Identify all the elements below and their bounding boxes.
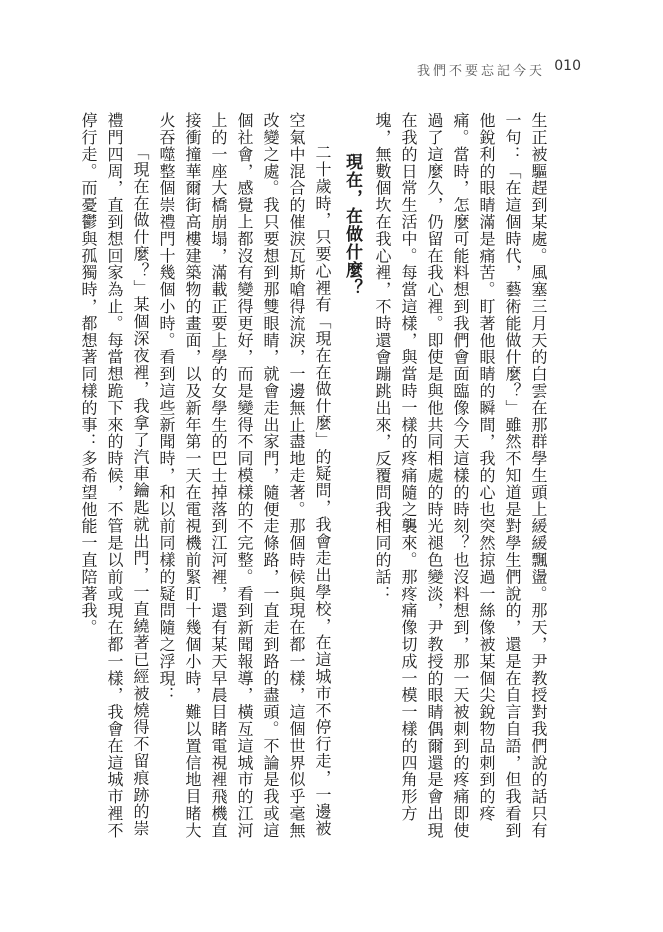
page-number: 010 (554, 58, 581, 74)
running-head-title: 我們不要忘記今天 (416, 64, 545, 79)
section-heading: 現在，在做什麼？ (342, 152, 362, 297)
paragraph: 「現在在做什麼？」某個深夜裡，我拿了汽車鑰匙就出門，一直繞著已經被燒得不留痕跡的崇禮門四周，直到想回家為止。每當想跪下來的時候，不管是以前或現在都一樣，我會在這城市裡不停行走。而憂鬱與孤獨時，都想著同樣的事：多希望他能一直陪著我。 (79, 112, 150, 839)
paragraph-continued: 生正被驅趕到某處。風塞三月天的白雲在那群學生頭上緩緩飄盪。那天，尹教授對我們說的話只有一句：「在這個時代，藝術能做什麼？」雖然不知道是對學生們說的，還是在自言自語，但我看到他銳利的眼睛滿是痛苦。盯著他眼睛的瞬間，我的心也突然掠過一絲像被某個尖銳物品刺到的疼痛。當時，怎麼可能料想到我們會面臨像今天這樣的時刻？也沒料想到，那一天被刺到的疼痛即使過了這麼久，仍留在我心裡。即使是與他共同相處的時光褪色變淡，尹教授的眼睛偶爾還是會出現在我的日常生活中。每當這樣，與當時一樣的疼痛隨之襲來。那疼痛像切成一模一樣的四角形方塊，無數個坎在我心裡，不時還會蹦跳出來，反覆問我相同的話： (373, 112, 548, 839)
body-text (75, 112, 551, 852)
paragraph: 二十歲時，只要心裡有「現在在做什麼」的疑問，我會走出學校，在這城市不停行走，一邊被空氣中混合的催淚瓦斯嗆得流淚，一邊無止盡地走著。那個時候與現在都一樣，這個世界似乎毫無改變之處。我只要想到那雙眼睛，就會走出家門，隨便走條路，一直走到路的盡頭。不論是我或這個社會，感覺上都沒有變得更好，而是變得不同模樣的不完整。看到新聞報導，橫亙這城市的江河上的一座大橋崩塌，滿載正要上學的女學生的巴士掉落到江河裡，還有某天早晨目睹電視裡飛機直接衝撞華爾街高樓建築物的畫面，以及新年第一天在電視機前緊盯十幾個小時，難以置信地目睹大火吞噬整個崇禮門十幾個小時。看到這些新聞時，和以前同樣的疑問隨之浮現： (157, 112, 332, 839)
